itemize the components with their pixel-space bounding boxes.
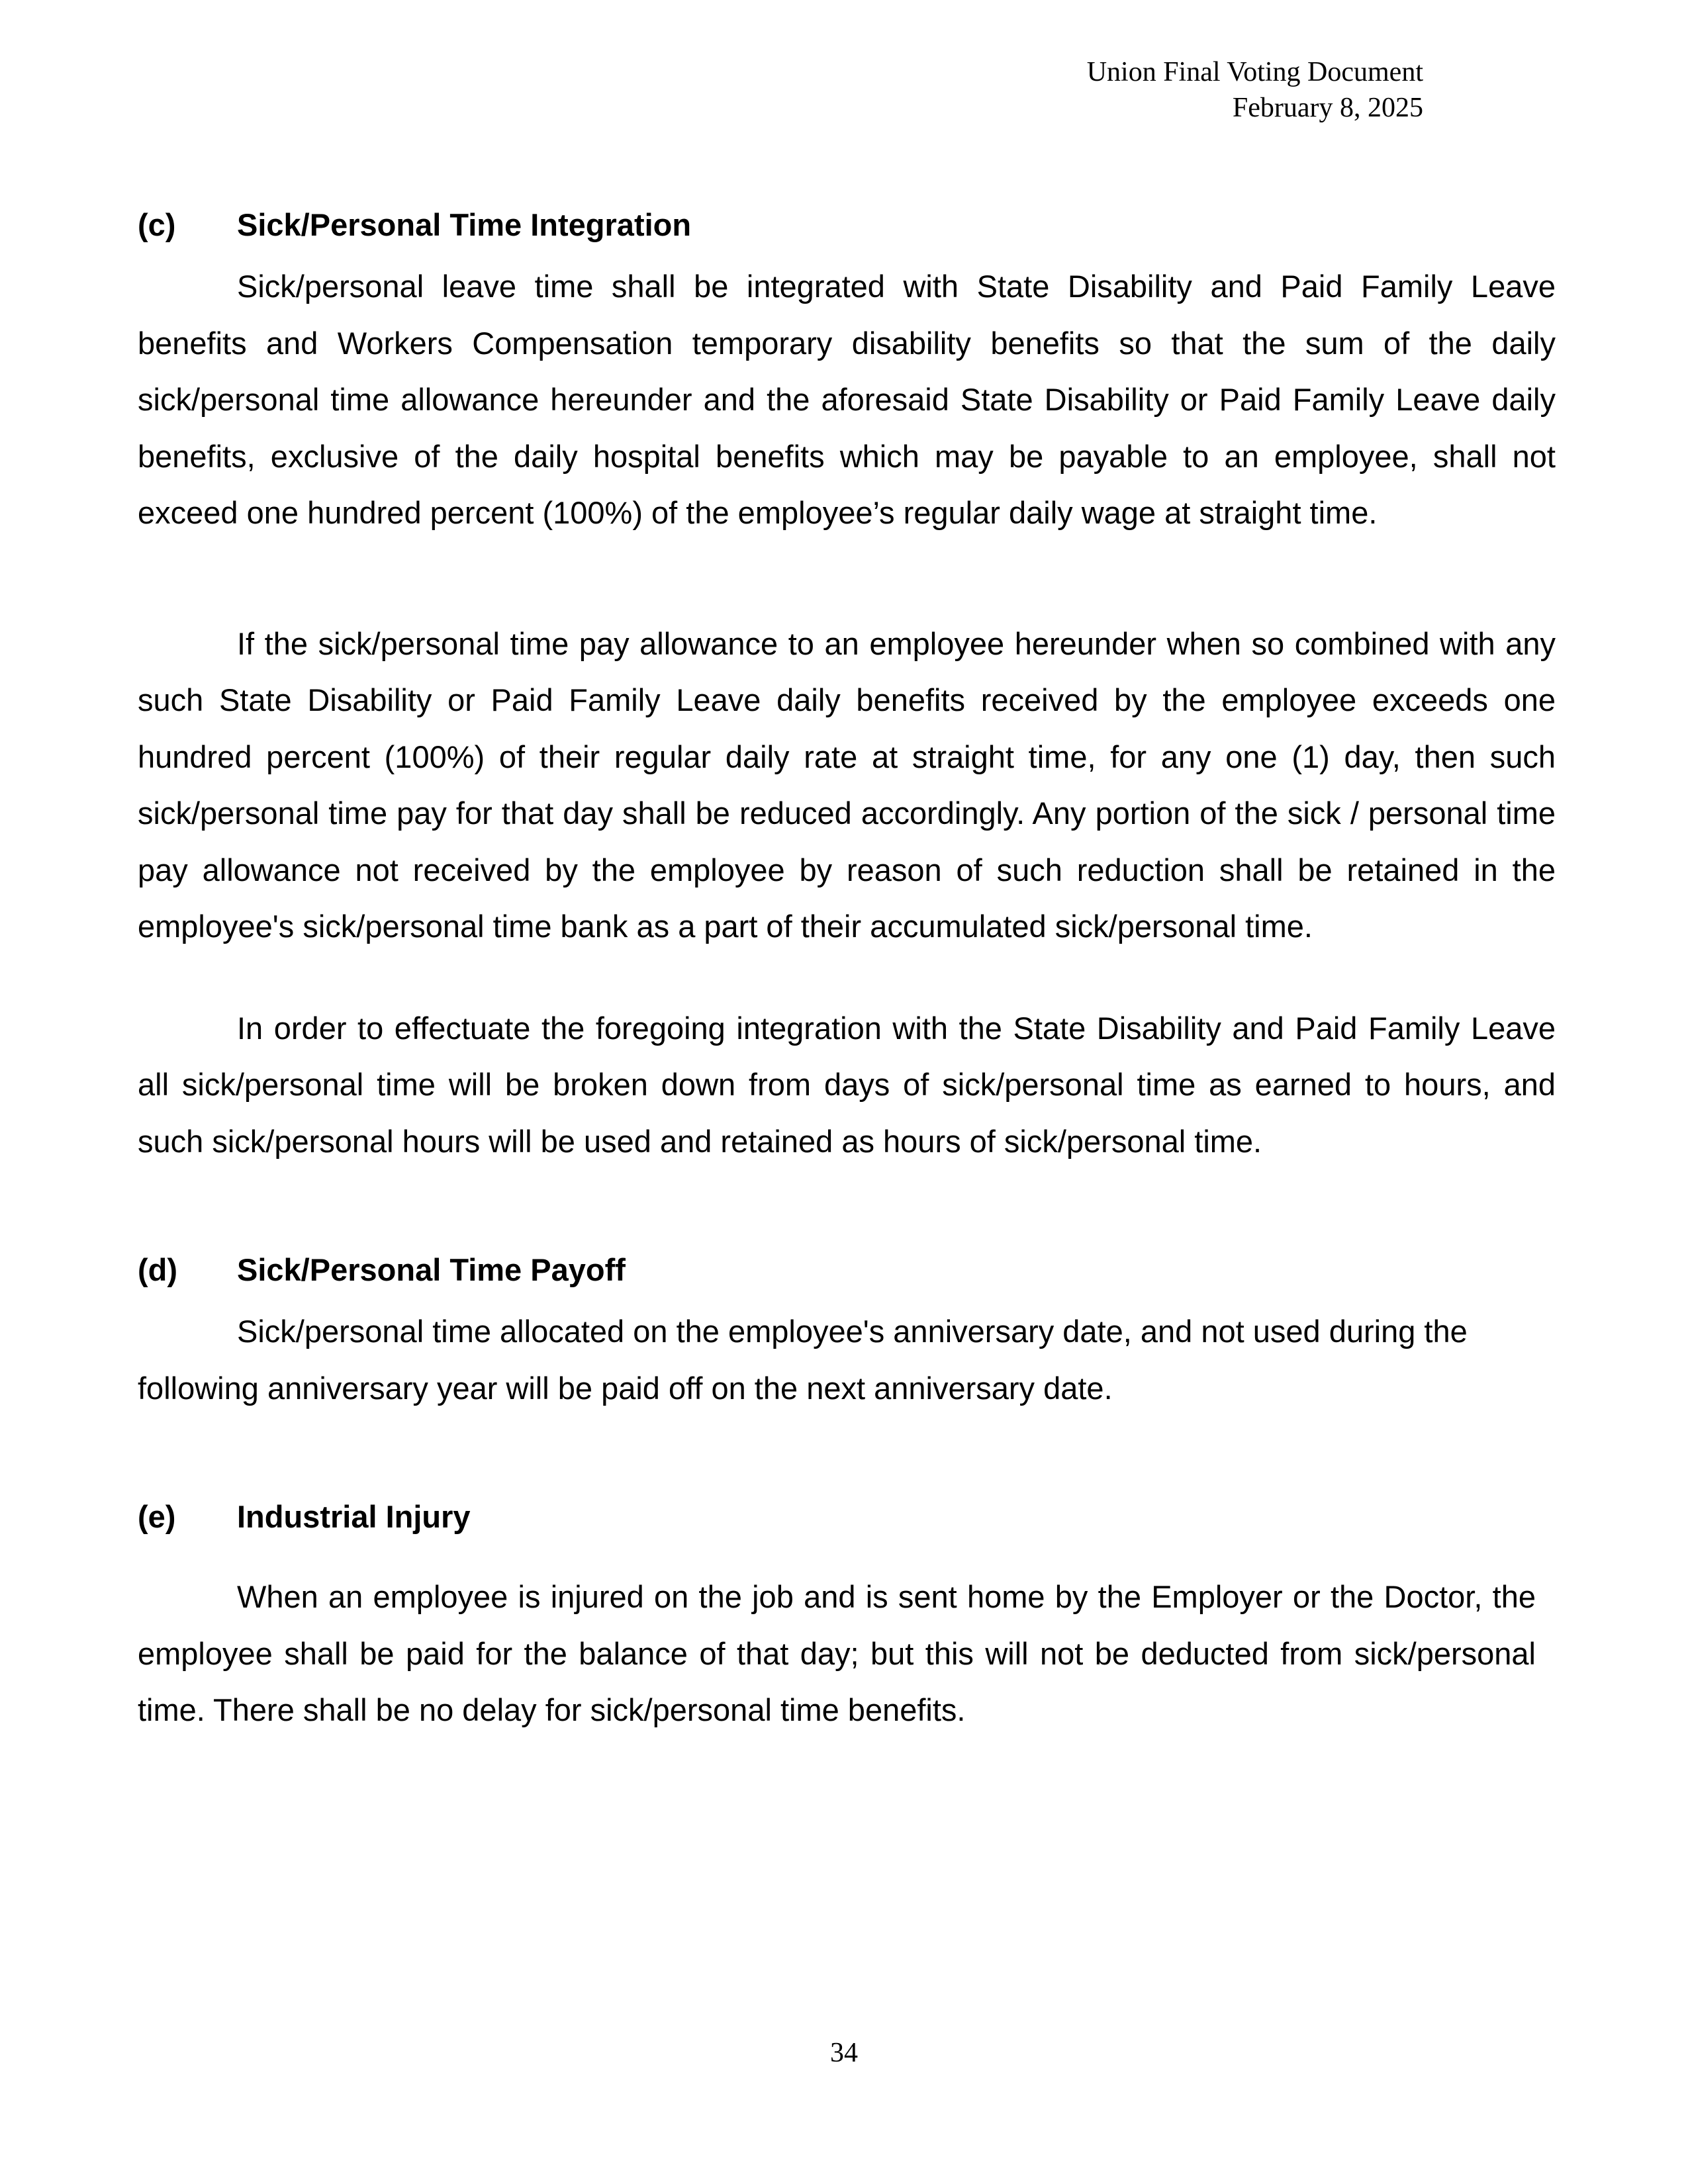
- section-letter-d: (d): [138, 1252, 178, 1287]
- section-c-paragraph-1: Sick/personal leave time shall be integrated with State Disability and Paid Family Leave benefits and Workers Compensation temporary disability benefits so that the sum of the daily sick/personal time allowance hereunder and the aforesaid State Disability or Paid Family Leave daily benefits, exclusive of the daily hospital benefits which may be payable to an employee, shall not exceed one hundred percent (100%) of the employee’s regular daily wage at straight time.: [138, 269, 1556, 530]
- section-heading-c: [138, 199, 1556, 251]
- header-date: February 8, 2025: [1232, 93, 1423, 123]
- header-document-title: Union Final Voting Document: [1086, 57, 1423, 87]
- section-title-c: Sick/Personal Time Integration: [237, 207, 692, 242]
- page-header: [1087, 54, 1423, 126]
- section-c-paragraph-3: In order to effectuate the foregoing integration with the State Disability and Paid Family Leave all sick/personal time will be broken down from days of sick/personal time as earned to hours, and such sick/personal hours will be used and retained as hours of sick/personal time.: [138, 1010, 1556, 1159]
- section-letter-e: (e): [138, 1499, 176, 1534]
- section-letter-c: (c): [138, 207, 176, 242]
- section-c-paragraph-2: If the sick/personal time pay allowance to an employee hereunder when so combined with any such State Disability or Paid Family Leave daily benefits received by the employee exceeds one hundred percent (100%) of their regular daily rate at straight time, for any one (1) day, then such sick/personal time pay for that day shall be reduced accordingly. Any portion of the sick / personal time pay allowance not received by the employee by reason of such reduction shall be retained in the employee's sick/personal time bank as a part of their accumulated sick/personal time.: [138, 625, 1556, 944]
- document-body: [138, 199, 1556, 1739]
- section-heading-d: [138, 1244, 1556, 1297]
- section-heading-e: [138, 1490, 1556, 1543]
- section-d-paragraph-1: Sick/personal time allocated on the employee's anniversary date, and not used during the following anniversary year will be paid off on the next anniversary date.: [138, 1314, 1468, 1406]
- page-number: 34: [830, 2038, 858, 2068]
- section-e-paragraph-1: When an employee is injured on the job and is sent home by the Employer or the Doctor, the employee shall be paid for the balance of that day; but this will not be deducted from sick/personal time. There shall be no delay for sick/personal time benefits.: [138, 1579, 1536, 1727]
- section-title-d: Sick/Personal Time Payoff: [237, 1252, 626, 1287]
- section-title-e: Industrial Injury: [237, 1499, 471, 1534]
